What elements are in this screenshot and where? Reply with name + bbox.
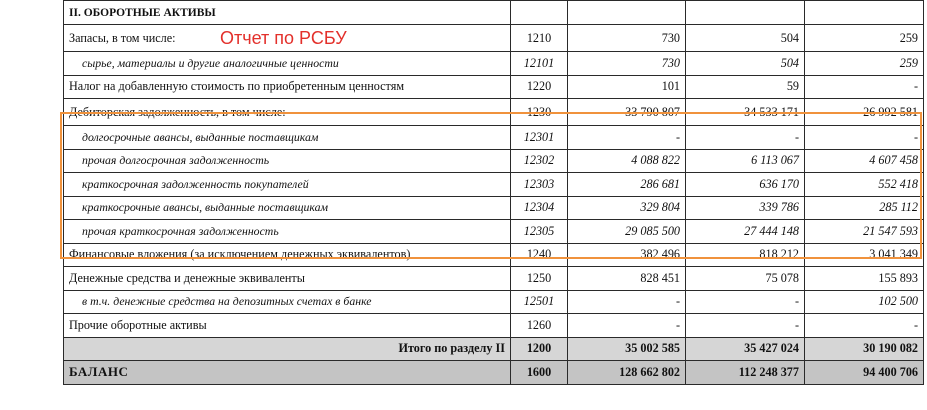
row-name-cell: Налог на добавленную стоимость по приобретенным ценностям bbox=[64, 75, 511, 99]
row-name-cell: Денежные средства и денежные эквиваленты bbox=[64, 267, 511, 291]
value-cell-period-1 bbox=[568, 1, 686, 25]
row-name-cell: сырье, материалы и другие аналогичные ценности bbox=[64, 52, 511, 76]
row-code-cell: 1200 bbox=[511, 337, 568, 361]
value-cell-period-3: - bbox=[805, 126, 924, 150]
value-cell-period-1: - bbox=[568, 290, 686, 314]
value-cell-period-2: 818 212 bbox=[686, 243, 805, 267]
value-cell-period-1: 329 804 bbox=[568, 196, 686, 220]
value-cell-period-2: 112 248 377 bbox=[686, 361, 805, 385]
value-cell-period-3: 3 041 349 bbox=[805, 243, 924, 267]
row-code-cell: 1210 bbox=[511, 25, 568, 52]
row-code-cell: 1260 bbox=[511, 314, 568, 338]
value-cell-period-2: 75 078 bbox=[686, 267, 805, 291]
table-body bbox=[64, 1, 924, 385]
value-cell-period-3: 94 400 706 bbox=[805, 361, 924, 385]
row-code-cell bbox=[511, 1, 568, 25]
value-cell-period-3: 259 bbox=[805, 52, 924, 76]
row-name-cell: Финансовые вложения (за исключением денежных эквивалентов) bbox=[64, 243, 511, 267]
row-code-cell: 12304 bbox=[511, 196, 568, 220]
row-code-cell: 12101 bbox=[511, 52, 568, 76]
row-code-cell: 1600 bbox=[511, 361, 568, 385]
value-cell-period-3: 30 190 082 bbox=[805, 337, 924, 361]
table-row bbox=[64, 337, 924, 361]
row-name-cell: прочая долгосрочная задолженность bbox=[64, 149, 511, 173]
page-margin bbox=[0, 0, 63, 410]
row-code-cell: 12305 bbox=[511, 220, 568, 244]
table-row bbox=[64, 52, 924, 76]
rsbu-annotation: Отчет по РСБУ bbox=[220, 28, 347, 48]
row-name-cell: краткосрочная задолженность покупателей bbox=[64, 173, 511, 197]
value-cell-period-3: 552 418 bbox=[805, 173, 924, 197]
value-cell-period-2: 6 113 067 bbox=[686, 149, 805, 173]
table-row bbox=[64, 290, 924, 314]
value-cell-period-1: 730 bbox=[568, 25, 686, 52]
row-code-cell: 1220 bbox=[511, 75, 568, 99]
row-name-cell: Дебиторская задолженность, в том числе: bbox=[64, 99, 511, 126]
row-name-cell: прочая краткосрочная задолженность bbox=[64, 220, 511, 244]
value-cell-period-2 bbox=[686, 1, 805, 25]
value-cell-period-3: 26 992 581 bbox=[805, 99, 924, 126]
table-row bbox=[64, 149, 924, 173]
value-cell-period-1: 29 085 500 bbox=[568, 220, 686, 244]
table-row bbox=[64, 126, 924, 150]
row-code-cell: 1230 bbox=[511, 99, 568, 126]
row-code-cell: 12302 bbox=[511, 149, 568, 173]
value-cell-period-1: 828 451 bbox=[568, 267, 686, 291]
value-cell-period-2: 636 170 bbox=[686, 173, 805, 197]
table-row bbox=[64, 267, 924, 291]
value-cell-period-3: 4 607 458 bbox=[805, 149, 924, 173]
value-cell-period-1: 33 790 807 bbox=[568, 99, 686, 126]
value-cell-period-1: 35 002 585 bbox=[568, 337, 686, 361]
value-cell-period-1: - bbox=[568, 126, 686, 150]
row-code-cell: 1250 bbox=[511, 267, 568, 291]
row-name-cell: Прочие оборотные активы bbox=[64, 314, 511, 338]
value-cell-period-2: 27 444 148 bbox=[686, 220, 805, 244]
value-cell-period-3: 155 893 bbox=[805, 267, 924, 291]
row-code-cell: 12303 bbox=[511, 173, 568, 197]
row-name-cell: БАЛАНС bbox=[64, 361, 511, 385]
value-cell-period-1: 128 662 802 bbox=[568, 361, 686, 385]
row-name-cell: в т.ч. денежные средства на депозитных счетах в банке bbox=[64, 290, 511, 314]
value-cell-period-3: 21 547 593 bbox=[805, 220, 924, 244]
current-assets-table bbox=[63, 0, 924, 385]
row-code-cell: 1240 bbox=[511, 243, 568, 267]
value-cell-period-2: 35 427 024 bbox=[686, 337, 805, 361]
table-row bbox=[64, 361, 924, 385]
value-cell-period-2: - bbox=[686, 126, 805, 150]
row-name-cell: Запасы, в том числе: bbox=[64, 25, 511, 52]
value-cell-period-1: - bbox=[568, 314, 686, 338]
row-code-cell: 12501 bbox=[511, 290, 568, 314]
row-name-cell: долгосрочные авансы, выданные поставщикам bbox=[64, 126, 511, 150]
table-row bbox=[64, 25, 924, 52]
value-cell-period-1: 4 088 822 bbox=[568, 149, 686, 173]
value-cell-period-3 bbox=[805, 1, 924, 25]
table-row bbox=[64, 220, 924, 244]
value-cell-period-1: 101 bbox=[568, 75, 686, 99]
table-row bbox=[64, 243, 924, 267]
value-cell-period-2: 59 bbox=[686, 75, 805, 99]
row-name-cell: II. ОБОРОТНЫЕ АКТИВЫ bbox=[64, 1, 511, 25]
table-row bbox=[64, 173, 924, 197]
value-cell-period-3: - bbox=[805, 314, 924, 338]
value-cell-period-2: 339 786 bbox=[686, 196, 805, 220]
table-row bbox=[64, 1, 924, 25]
row-name-cell: Итого по разделу II bbox=[64, 337, 511, 361]
row-name-cell: краткосрочные авансы, выданные поставщикам bbox=[64, 196, 511, 220]
table-row bbox=[64, 314, 924, 338]
value-cell-period-2: - bbox=[686, 290, 805, 314]
value-cell-period-3: 259 bbox=[805, 25, 924, 52]
value-cell-period-3: 285 112 bbox=[805, 196, 924, 220]
row-code-cell: 12301 bbox=[511, 126, 568, 150]
value-cell-period-2: 34 533 171 bbox=[686, 99, 805, 126]
table-row bbox=[64, 75, 924, 99]
value-cell-period-3: 102 500 bbox=[805, 290, 924, 314]
value-cell-period-1: 382 496 bbox=[568, 243, 686, 267]
table-row bbox=[64, 99, 924, 126]
value-cell-period-3: - bbox=[805, 75, 924, 99]
value-cell-period-2: 504 bbox=[686, 25, 805, 52]
value-cell-period-1: 286 681 bbox=[568, 173, 686, 197]
table-row bbox=[64, 196, 924, 220]
value-cell-period-2: - bbox=[686, 314, 805, 338]
value-cell-period-2: 504 bbox=[686, 52, 805, 76]
value-cell-period-1: 730 bbox=[568, 52, 686, 76]
